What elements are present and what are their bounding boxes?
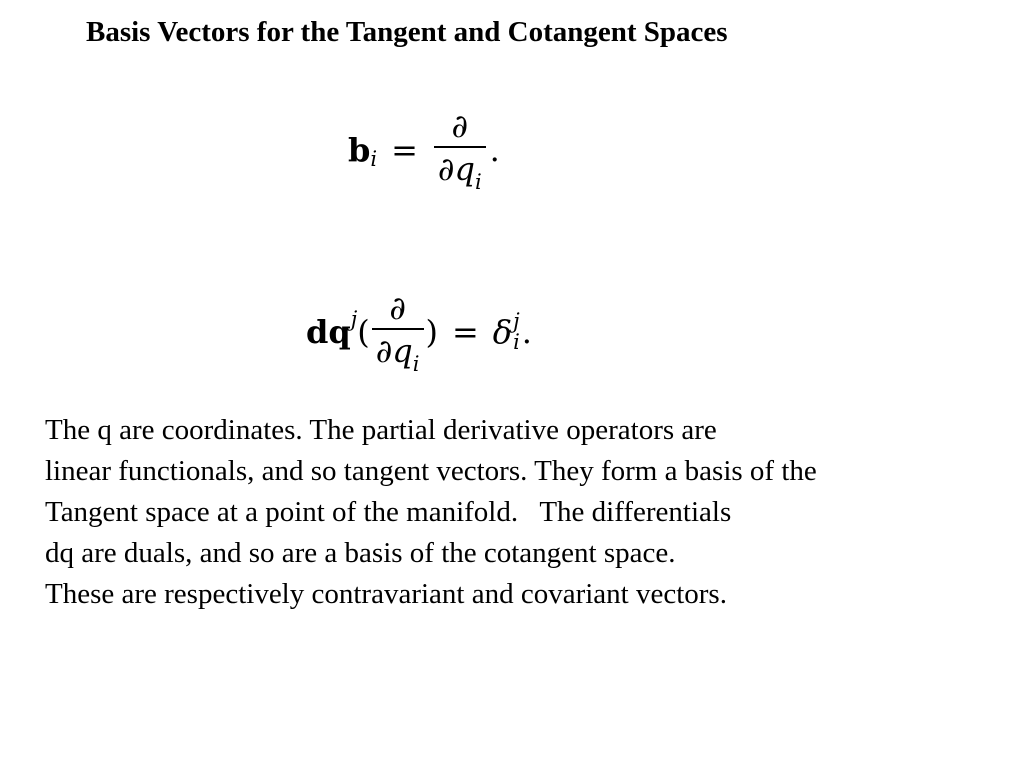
partial-derivative-fraction: [372, 288, 424, 376]
slide-title: Basis Vectors for the Tangent and Cotangent Spaces: [86, 16, 728, 48]
kronecker-delta-symbol: δ: [492, 313, 513, 351]
paragraph-line: These are respectively contravariant and covariant vectors.: [45, 578, 727, 610]
kronecker-delta-indices: [513, 311, 520, 353]
paragraph-line: The q are coordinates. The partial derivative operators are: [45, 414, 717, 446]
open-paren: (: [357, 313, 370, 351]
paragraph-line: dq are duals, and so are a basis of the cotangent space.: [45, 537, 676, 569]
paragraph-line: Tangent space at a point of the manifold. The differentials: [45, 496, 732, 528]
denominator-index: i: [474, 170, 482, 194]
partial-derivative-fraction: [434, 106, 486, 194]
equation-period: .: [521, 313, 532, 351]
equals-sign: =: [451, 313, 479, 351]
explanation-paragraph: [45, 410, 1005, 615]
dual-basis-equation: [306, 284, 532, 380]
kronecker-subscript: i: [513, 330, 520, 354]
differential-symbol: dq: [306, 313, 351, 351]
differential-index: j: [350, 307, 358, 331]
close-paren: ): [425, 313, 438, 351]
fraction-numerator: ∂: [451, 107, 469, 145]
fraction-denominator: $\partial q_i$: [375, 332, 420, 376]
denominator-index: i: [412, 352, 420, 376]
fraction-denominator: $\partial q_i$: [437, 150, 482, 194]
fraction-numerator: ∂: [389, 289, 406, 327]
basis-vector-symbol: b: [348, 131, 371, 169]
basis-vector-index: i: [370, 147, 378, 171]
equation-period: .: [489, 131, 500, 169]
basis-vector-equation: [348, 104, 500, 196]
paragraph-line: linear functionals, and so tangent vectors. They form a basis of the: [45, 455, 817, 487]
kronecker-superscript: j: [513, 309, 520, 333]
equals-sign: =: [391, 131, 418, 169]
